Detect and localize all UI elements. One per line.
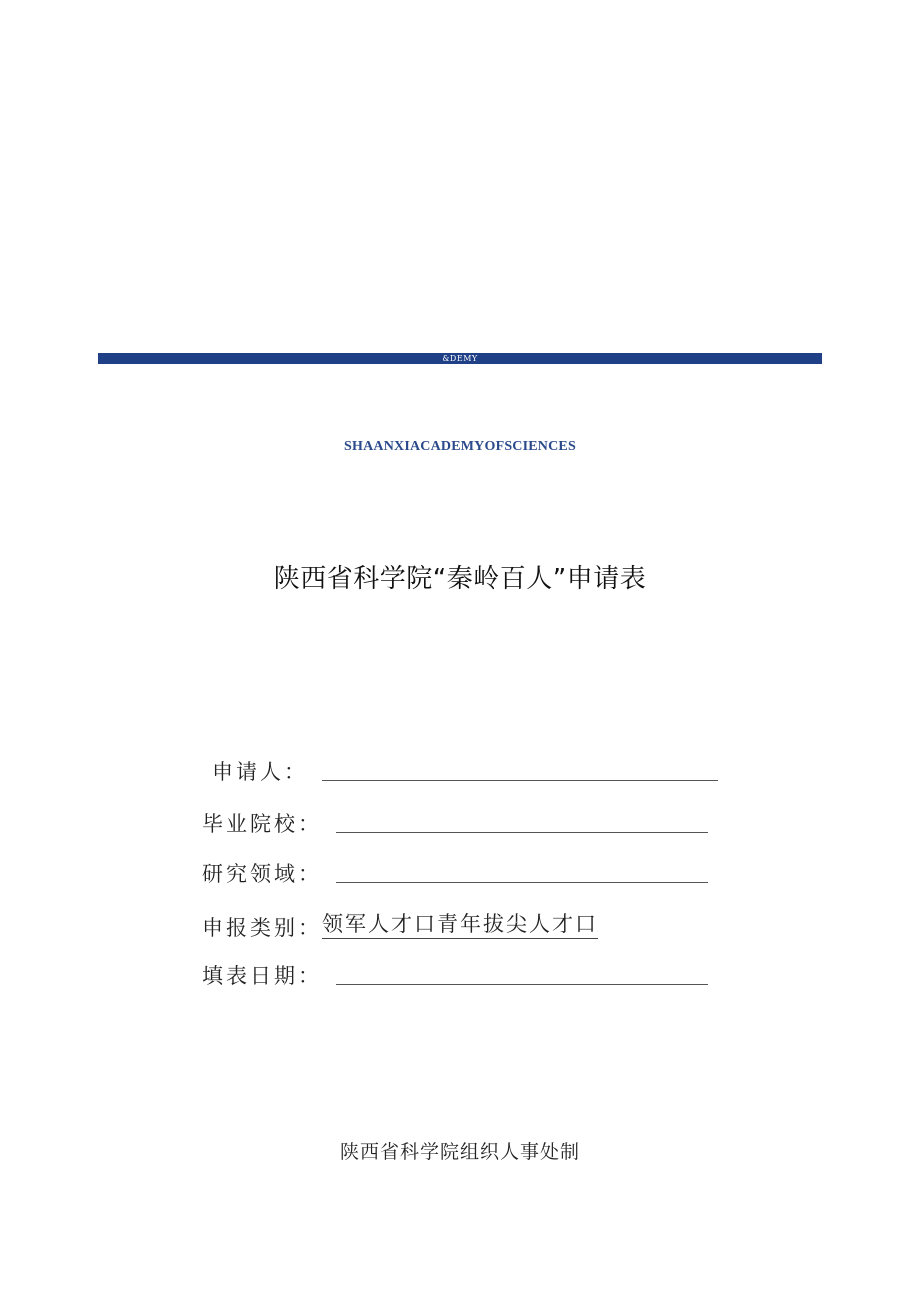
graduate-school-field [202,814,708,835]
organization-english-name: SHAANXIACADEMYOFSCIENCES [344,439,576,454]
research-field-field [202,864,708,885]
application-category-field [202,914,598,939]
fill-date-field [202,966,708,987]
banner-text: &DEMY [442,353,478,363]
graduate-school-label: 毕业院校： [202,812,322,836]
research-field-input-line[interactable] [336,882,708,883]
applicant-input-line[interactable] [322,780,718,781]
applicant-field [212,762,718,783]
graduate-school-input-line[interactable] [336,832,708,833]
document-title: 陕西省科学院“秦岭百人”申请表 [273,564,647,594]
application-category-options[interactable]: 领军人才口青年拔尖人才口 [322,914,598,939]
header-banner [98,353,822,364]
fill-date-input-line[interactable] [336,984,708,985]
issuing-department: 陕西省科学院组织人事处制 [339,1141,580,1163]
applicant-label: 申请人： [212,760,308,784]
application-category-label: 申报类别： [202,916,322,940]
fill-date-label: 填表日期： [202,964,322,988]
research-field-label: 研究领域： [202,862,322,886]
